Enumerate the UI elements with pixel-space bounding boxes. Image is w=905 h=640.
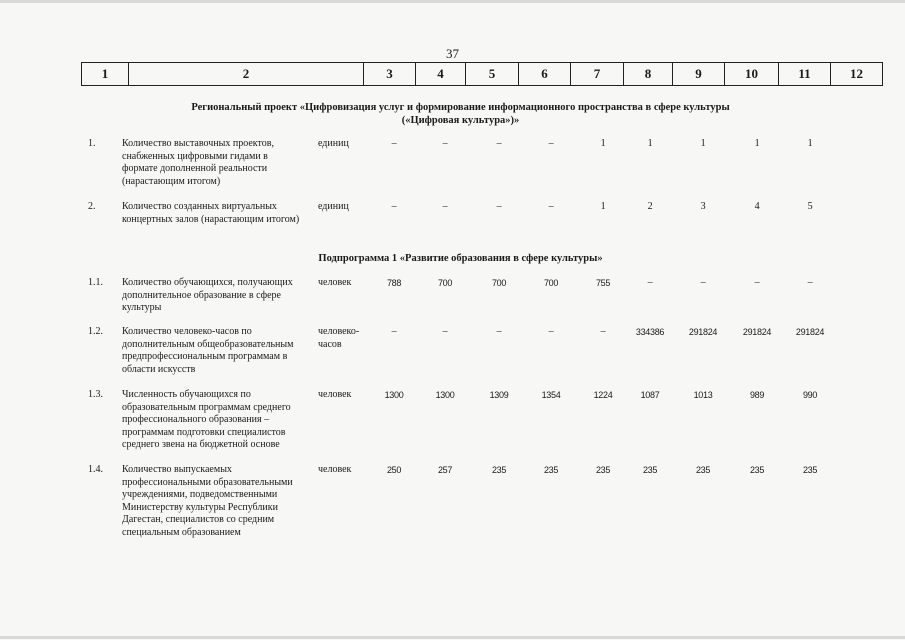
value-cell: 235 (749, 465, 765, 475)
value-cell: 1 (647, 138, 653, 149)
section-title-line: («Цифровая культура»)» (401, 115, 520, 126)
row-number: 1.1. (88, 277, 103, 288)
value-cell: 1 (807, 138, 813, 149)
value-cell: 990 (802, 390, 818, 400)
scan-edge-bottom (0, 636, 905, 639)
indicator-name: Количество выпускаемых профессиональными образовательными учреждениями, подведомственными Министерству культуры Республики Дагестан, специалистов со средним специальным образованием (122, 464, 293, 538)
section-title-subprogram: Подпрограмма 1 «Развитие образования в сфере культуры» (318, 253, 603, 264)
unit: человеко-часов (318, 326, 360, 350)
header-cell: 5 (466, 63, 519, 86)
value-cell: 788 (386, 278, 402, 288)
header-cell: 1 (82, 63, 129, 86)
value-cell: 1354 (541, 390, 561, 400)
value-cell: 755 (595, 278, 611, 288)
header-cell: 11 (779, 63, 831, 86)
row-number: 1.4. (88, 464, 103, 475)
column-number-header (81, 62, 883, 86)
unit: человек (318, 389, 352, 400)
indicator-name: Количество выставочных проектов, снабженных цифровыми гидами в формате дополненной реальности (нарастающим итогом) (122, 138, 274, 187)
value-cell: 235 (695, 465, 711, 475)
unit: единиц (318, 201, 349, 212)
value-cell: 3 (700, 201, 706, 212)
value-cell: – (391, 326, 397, 337)
value-cell: – (391, 138, 397, 149)
header-cell: 9 (673, 63, 725, 86)
header-cell: 7 (571, 63, 624, 86)
value-cell: 1 (600, 138, 606, 149)
value-cell: – (442, 201, 448, 212)
value-cell: 235 (642, 465, 658, 475)
header-cell: 4 (416, 63, 466, 86)
value-cell: – (442, 138, 448, 149)
value-cell: 235 (595, 465, 611, 475)
value-cell: – (548, 326, 554, 337)
value-cell: – (600, 326, 606, 337)
indicator-name: Численность обучающихся по образовательным программам среднего профессионального образования – программам подготовки специалистов среднего звена на бюджетной основе (122, 389, 291, 450)
value-cell: 989 (749, 390, 765, 400)
value-cell: 1 (700, 138, 706, 149)
value-cell: – (647, 277, 653, 288)
value-cell: – (548, 138, 554, 149)
value-cell: 235 (543, 465, 559, 475)
unit: человек (318, 464, 352, 475)
value-cell: 700 (491, 278, 507, 288)
header-cell: 8 (624, 63, 673, 86)
indicator-name: Количество обучающихся, получающих дополнительное образование в сфере культуры (122, 277, 293, 313)
value-cell: – (754, 277, 760, 288)
header-cell: 12 (831, 63, 883, 86)
value-cell: 700 (543, 278, 559, 288)
value-cell: – (391, 201, 397, 212)
value-cell: 5 (807, 201, 813, 212)
header-cell: 3 (364, 63, 416, 86)
section-title-line: Региональный проект «Цифровизация услуг и формирование информационного пространства в сфере культуры (191, 102, 730, 113)
row-number: 1.2. (88, 326, 103, 337)
value-cell: – (548, 201, 554, 212)
value-cell: 334386 (635, 327, 665, 337)
indicator-name: Количество человеко-часов по дополнительным общеобразовательным предпрофессиональным программам в области искусств (122, 326, 294, 375)
unit: единиц (318, 138, 349, 149)
value-cell: 235 (491, 465, 507, 475)
value-cell: 1013 (693, 390, 713, 400)
value-cell: 1 (754, 138, 760, 149)
row-number: 2. (88, 201, 96, 212)
value-cell: 291824 (795, 327, 825, 337)
value-cell: – (700, 277, 706, 288)
section-title-regional-project (81, 101, 840, 127)
value-cell: – (496, 326, 502, 337)
value-cell: 1 (600, 201, 606, 212)
scan-edge-top (0, 0, 905, 3)
value-cell: 257 (437, 465, 453, 475)
value-cell: 2 (647, 201, 653, 212)
unit: человек (318, 277, 352, 288)
value-cell: 700 (437, 278, 453, 288)
page-number: 37 (446, 46, 459, 61)
indicator-name: Количество созданных виртуальных концертных залов (нарастающим итогом) (122, 201, 300, 225)
value-cell: 4 (754, 201, 760, 212)
value-cell: – (442, 326, 448, 337)
value-cell: 291824 (688, 327, 718, 337)
header-cell: 2 (129, 63, 364, 86)
value-cell: 235 (802, 465, 818, 475)
header-cell: 6 (519, 63, 571, 86)
value-cell: 1309 (489, 390, 509, 400)
value-cell: – (496, 201, 502, 212)
value-cell: 291824 (742, 327, 772, 337)
row-number: 1.3. (88, 389, 103, 400)
value-cell: – (496, 138, 502, 149)
value-cell: – (807, 277, 813, 288)
header-cell: 10 (725, 63, 779, 86)
value-cell: 250 (386, 465, 402, 475)
value-cell: 1300 (384, 390, 404, 400)
value-cell: 1224 (593, 390, 613, 400)
value-cell: 1087 (640, 390, 660, 400)
value-cell: 1300 (435, 390, 455, 400)
row-number: 1. (88, 138, 96, 149)
